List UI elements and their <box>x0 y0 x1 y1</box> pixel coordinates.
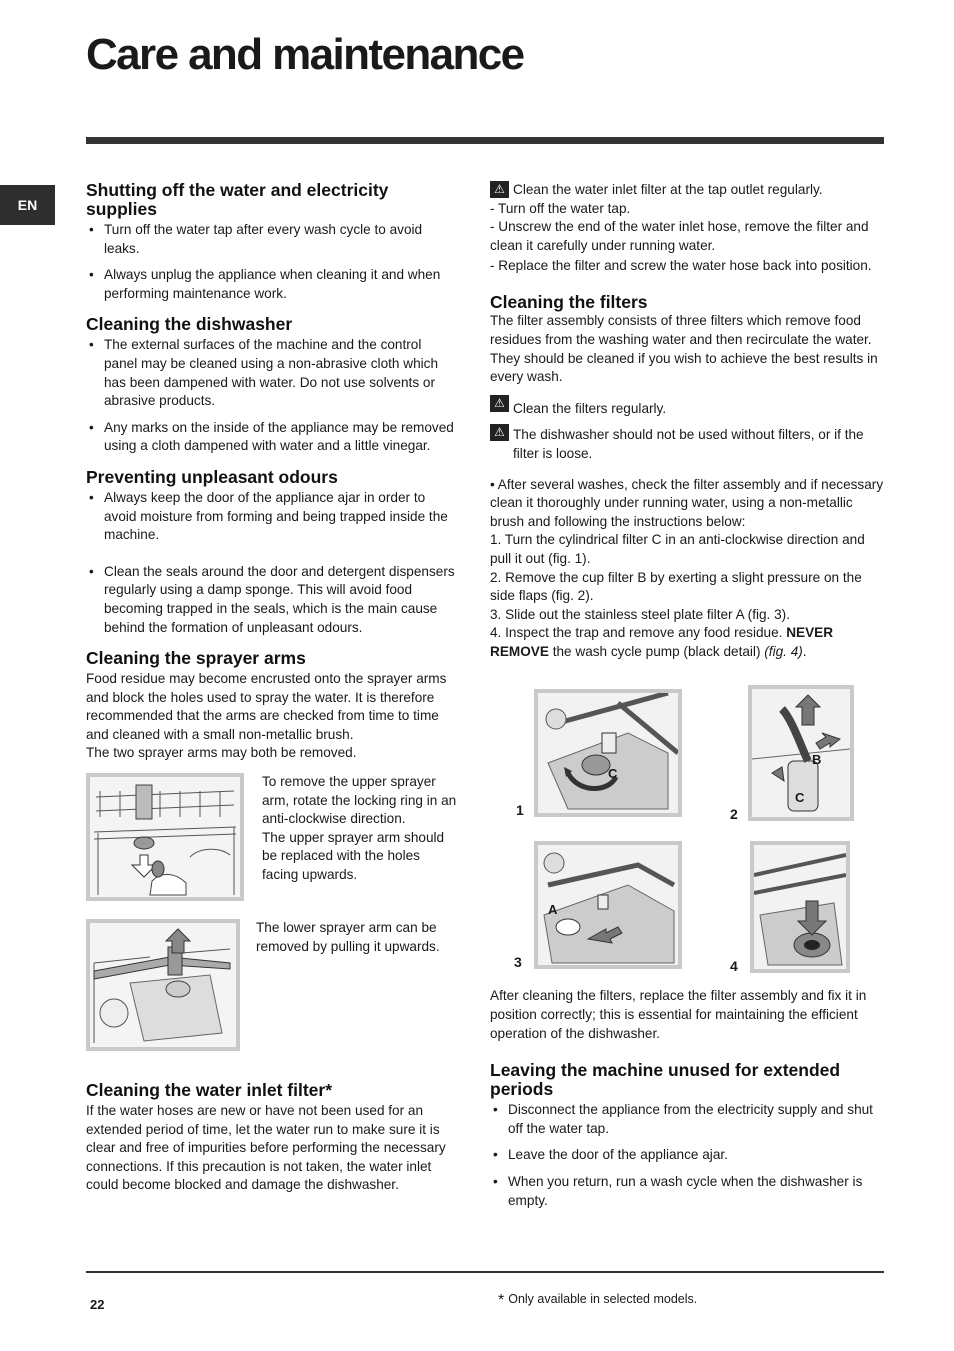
filter-label-c-2: C <box>795 790 805 806</box>
list-item: • Clean the seals around the door and detergent dispensers regularly using a damp sponge. This will avoid food becoming trapped in the seals, which is the main cause behind the formation of unpleasant odours. <box>86 563 458 637</box>
list-preventing-odours <box>86 489 458 637</box>
heading-sprayer-arms: Cleaning the sprayer arms <box>86 648 306 669</box>
filters-warning-1 <box>490 395 886 419</box>
filters-text: The filter assembly consists of three filters which remove food residues from the washing water and then recirculate the water. They should be cleaned if you wish to achieve the best results in every wash. <box>490 313 878 385</box>
lower-arm-caption: The lower sprayer arm can be removed by pulling it upwards. <box>256 920 440 954</box>
footer-rule <box>86 1271 884 1273</box>
filters-warning-1-text: Clean the filters regularly. <box>513 400 667 416</box>
page-number: 22 <box>90 1297 105 1312</box>
step4-text-2: the wash cycle pump (black detail) <box>552 643 761 659</box>
list-item: • Leave the door of the appliance ajar. <box>490 1146 886 1165</box>
filter-label-b: B <box>812 752 822 768</box>
filter-figures <box>490 685 886 985</box>
filters-warning-2 <box>490 424 886 463</box>
warning-icon: ⚠ <box>490 181 509 198</box>
upper-arm-caption-2: The upper sprayer arm should be replaced with the holes facing upwards. <box>262 829 445 883</box>
list-item: • Disconnect the appliance from the electricity supply and shut off the water tap. <box>490 1101 886 1138</box>
inlet-warning <box>490 181 886 200</box>
list-item: • The external surfaces of the machine and the control panel may be cleaned using a non-abrasive cloth which has been dampened with water. Do not use solvents or abrasive products. <box>86 336 458 410</box>
heading-water-inlet-filter: Cleaning the water inlet filter* <box>86 1080 333 1101</box>
filter-step: 1. Turn the cylindrical filter C in an anti-clockwise direction and pull it out (fig. 1). <box>490 532 865 566</box>
upper-sprayer-arm-drawing <box>90 777 240 897</box>
after-cleaning-text: After cleaning the filters, replace the filter assembly and fix it in position correctly; this is essential for maintaining the efficient operation of the dishwasher. <box>490 988 867 1041</box>
footnote-asterisk: * <box>498 1292 505 1309</box>
figure-1-illustration <box>534 689 682 817</box>
filter-label-c: C <box>608 766 618 782</box>
never-remove-emphasis: NEVER REMOVE <box>490 625 834 659</box>
list-item: • Always unplug the appliance when cleaning it and when performing maintenance work. <box>86 266 458 303</box>
step4-text: 4. Inspect the trap and remove any food residue. <box>490 625 783 641</box>
footnote <box>498 1292 697 1310</box>
inlet-step: - Replace the filter and screw the water hose back into position. <box>490 258 872 274</box>
inlet-step: - Unscrew the end of the water inlet hose, remove the filter and clean it carefully under running water. <box>490 219 869 253</box>
list-cleaning-dishwasher <box>86 336 458 456</box>
water-inlet-text: If the water hoses are new or have not been used for an extended period of time, let the water run to make sure it is clear and free of impurities before performing the necessary connections. If this precaution is not taken, the water inlet could become blocked and damage the dishwasher. <box>86 1103 446 1193</box>
heading-preventing-odours: Preventing unpleasant odours <box>86 466 338 487</box>
heading-cleaning-filters: Cleaning the filters <box>490 292 648 313</box>
filter-step-4 <box>490 624 886 661</box>
figure-4-drawing <box>754 845 846 969</box>
warning-icon: ⚠ <box>490 395 509 412</box>
figure-3-number: 3 <box>514 954 522 971</box>
right-column <box>490 181 886 1218</box>
footnote-text: Only available in selected models. <box>508 1292 698 1306</box>
figure-2-number: 2 <box>730 806 738 823</box>
filter-step: 2. Remove the cup filter B by exerting a slight pressure on the side flaps (fig. 2). <box>490 569 862 604</box>
list-shutting-off <box>86 221 458 303</box>
lower-sprayer-arm-drawing <box>90 923 236 1047</box>
sprayer-arms-text: Food residue may become encrusted onto the sprayer arms and block the holes used to spray the water. It is therefore recommended that the arms are checked from time to time and cleaned with a small non-metallic brush. <box>86 671 447 742</box>
figure-4-number: 4 <box>730 958 738 975</box>
figure-3-drawing <box>538 845 678 965</box>
step4-period: . <box>802 643 807 659</box>
fig4-ref: (fig. 4) <box>764 643 803 659</box>
figure-1-drawing <box>538 693 678 813</box>
upper-arm-figure-row <box>86 773 458 901</box>
filter-step: 3. Slide out the stainless steel plate filter A (fig. 3). <box>490 606 790 622</box>
figure-2-illustration <box>748 685 854 821</box>
page-title: Care and maintenance <box>86 30 524 79</box>
list-item: • Turn off the water tap after every wash cycle to avoid leaks. <box>86 221 458 258</box>
heading-shutting-off: Shutting off the water and electricity supplies <box>86 180 389 219</box>
figure-1-number: 1 <box>516 802 524 819</box>
language-tab: EN <box>0 185 55 225</box>
filter-label-a: A <box>548 902 558 918</box>
lower-sprayer-arm-illustration <box>86 919 240 1051</box>
list-leaving-unused <box>490 1101 886 1210</box>
upper-arm-caption: To remove the upper sprayer arm, rotate the locking ring in an anti-clockwise direction. <box>262 774 457 827</box>
upper-sprayer-arm-illustration <box>86 773 244 901</box>
list-item: • Always keep the door of the appliance ajar in order to avoid moisture from forming and being trapped inside the machine. <box>86 489 458 545</box>
inlet-step: - Turn off the water tap. <box>490 200 631 216</box>
sprayer-arms-text-2: The two sprayer arms may both be removed. <box>86 745 357 761</box>
warning-icon: ⚠ <box>490 424 509 441</box>
heading-cleaning-dishwasher: Cleaning the dishwasher <box>86 314 293 335</box>
inlet-warning-text: Clean the water inlet filter at the tap outlet regularly. <box>513 182 823 197</box>
heading-leaving-unused: Leaving the machine unused for extended periods <box>490 1060 841 1100</box>
list-item: • When you return, run a wash cycle when the dishwasher is empty. <box>490 1173 886 1210</box>
header-rule <box>86 137 884 144</box>
list-item: • Any marks on the inside of the appliance may be removed using a cloth dampened with water and a little vinegar. <box>86 419 458 456</box>
filters-warning-2-text: The dishwasher should not be used without filters, or if the filter is loose. <box>513 427 864 461</box>
figure-3-illustration <box>534 841 682 969</box>
lower-arm-figure-row <box>86 919 458 1051</box>
filters-intro: • After several washes, check the filter assembly and if necessary clean it thoroughly under running water, using a non-metallic brush and following the instructions below: <box>490 476 884 529</box>
left-column <box>86 181 458 1195</box>
figure-4-illustration <box>750 841 850 973</box>
